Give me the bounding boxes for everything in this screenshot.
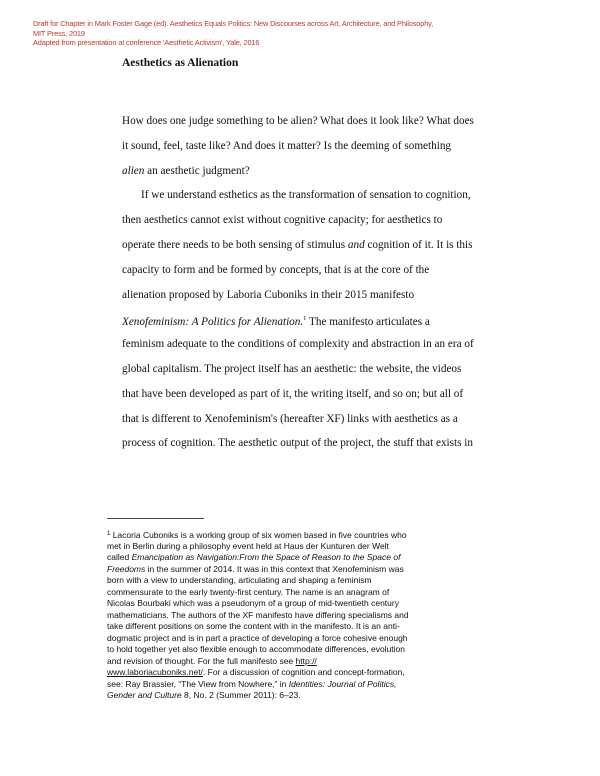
book-title: Xenofeminism: A Politics for Alienation.: [122, 316, 304, 329]
text-line: [122, 159, 494, 184]
footnote-line: [107, 529, 497, 541]
text-span: . For a discussion of cognition and concept-formation,: [202, 667, 405, 677]
footnote-line: [107, 667, 497, 679]
text-span: in the summer of 2014. It was in this context that Xenofeminism was: [145, 563, 404, 574]
manifesto-link[interactable]: www.laboriacuboniks.net/: [107, 667, 203, 677]
footnote-line: commensurate to the early twenty-first century. The name is an anagram of: [107, 586, 390, 597]
emphasis: Freedoms: [107, 563, 146, 574]
text-span: see: Ray Brassier, “The View from Nowhere,” in: [107, 678, 289, 689]
footnote-line: [107, 564, 497, 576]
text-span: called: [107, 552, 132, 562]
footnote-line: dogmatic project and is in part a practice of developing a force cohesive enough: [107, 632, 408, 643]
text-line: it sound, feel, taste like? And does it matter? Is the deeming of something: [122, 139, 452, 152]
text-line: How does one judge something to be alien? What does it look like? What does: [122, 115, 474, 127]
footnote: [107, 529, 497, 702]
footnote-divider: [107, 518, 204, 519]
text-line: capacity to form and be formed by concepts, that is at the core of the: [122, 263, 430, 276]
emphasis: Emancipation as Navigation:From the Space of Reason to the Space of: [131, 552, 401, 562]
text-line: process of cognition. The aesthetic output of the project, the stuff that exists in: [122, 437, 473, 450]
emphasis: and: [347, 238, 365, 251]
body-text: [122, 109, 494, 456]
manifesto-link[interactable]: http://: [295, 655, 317, 666]
text-span: cognition of it. It is this: [364, 238, 473, 251]
text-span: an aesthetic judgment?: [144, 164, 250, 177]
text-line: that is different to Xenofeminism's (hereafter XF) links with aesthetics as a: [122, 412, 458, 425]
header-line: MIT Press, 2019: [33, 28, 85, 38]
footnote-line: [107, 656, 497, 668]
text-line: feminism adequate to the conditions of complexity and abstraction in an era of: [122, 338, 474, 351]
text-span: The manifesto articulates a: [306, 316, 430, 329]
footnote-line: born with a view to understanding, articulating and shaping a feminism: [107, 575, 372, 585]
text-line: then aesthetics cannot exist without cognitive capacity; for aesthetics to: [122, 214, 443, 227]
text-span: Lacoria Cuboniks is a working group of six women based in five countries who: [110, 530, 407, 540]
text-line: global capitalism. The project itself has an aesthetic: the website, the videos: [122, 362, 462, 375]
text-span: and revision of thought. For the full manifesto see: [107, 655, 296, 666]
text-span: 8, No. 2 (Summer 2011): 6–23.: [181, 690, 301, 700]
footnote-line: [107, 679, 497, 691]
header-line: Adapted from presentation at conference 'Aesthetic Activism', Yale, 2016: [33, 38, 260, 48]
footnote-marker: 1: [107, 531, 111, 537]
footnote-line: met in Berlin during a philosophy event held at Haus der Kunturen der Welt: [107, 540, 389, 551]
text-line: alienation proposed by Laboria Cuboniks in their 2015 manifesto: [122, 288, 415, 301]
text-line: [122, 307, 494, 332]
footnote-line: [107, 690, 497, 702]
journal-title: Gender and Culture: [107, 690, 182, 700]
footnote-ref[interactable]: 1: [303, 315, 307, 323]
document-title: Aesthetics as Alienation: [122, 57, 239, 69]
text-line: that have been developed as part of it, the writing itself, and so on; but all of: [122, 387, 464, 400]
text-line: If we understand esthetics as the transformation of sensation to cognition,: [141, 189, 471, 202]
footnote-line: [107, 552, 497, 564]
header-line: Draft for Chapter in Mark Foster Gage (ed). Aesthetics Equals Politics: New Discourses across Art, Architecture, and Philosophy,: [33, 19, 434, 28]
text-line: [122, 233, 494, 258]
journal-title: Identities: Journal of Politics,: [288, 678, 397, 689]
footnote-line: take different positions on some the content with in the manifesto. It is an anti-: [107, 621, 400, 631]
emphasis: alien: [122, 164, 145, 177]
footnote-line: to hold together yet also flexible enough to accommodate differences, evolution: [107, 644, 406, 654]
footnote-line: mathematicians. The authors of the XF manifesto have differing specialisms and: [107, 609, 409, 620]
text-span: operate there needs to be both sensing of stimulus: [122, 238, 348, 251]
page-header: [33, 19, 533, 48]
footnote-line: Nicolas Bourbaki which was a pseudonym of a group of mid-twentieth century: [107, 598, 399, 608]
